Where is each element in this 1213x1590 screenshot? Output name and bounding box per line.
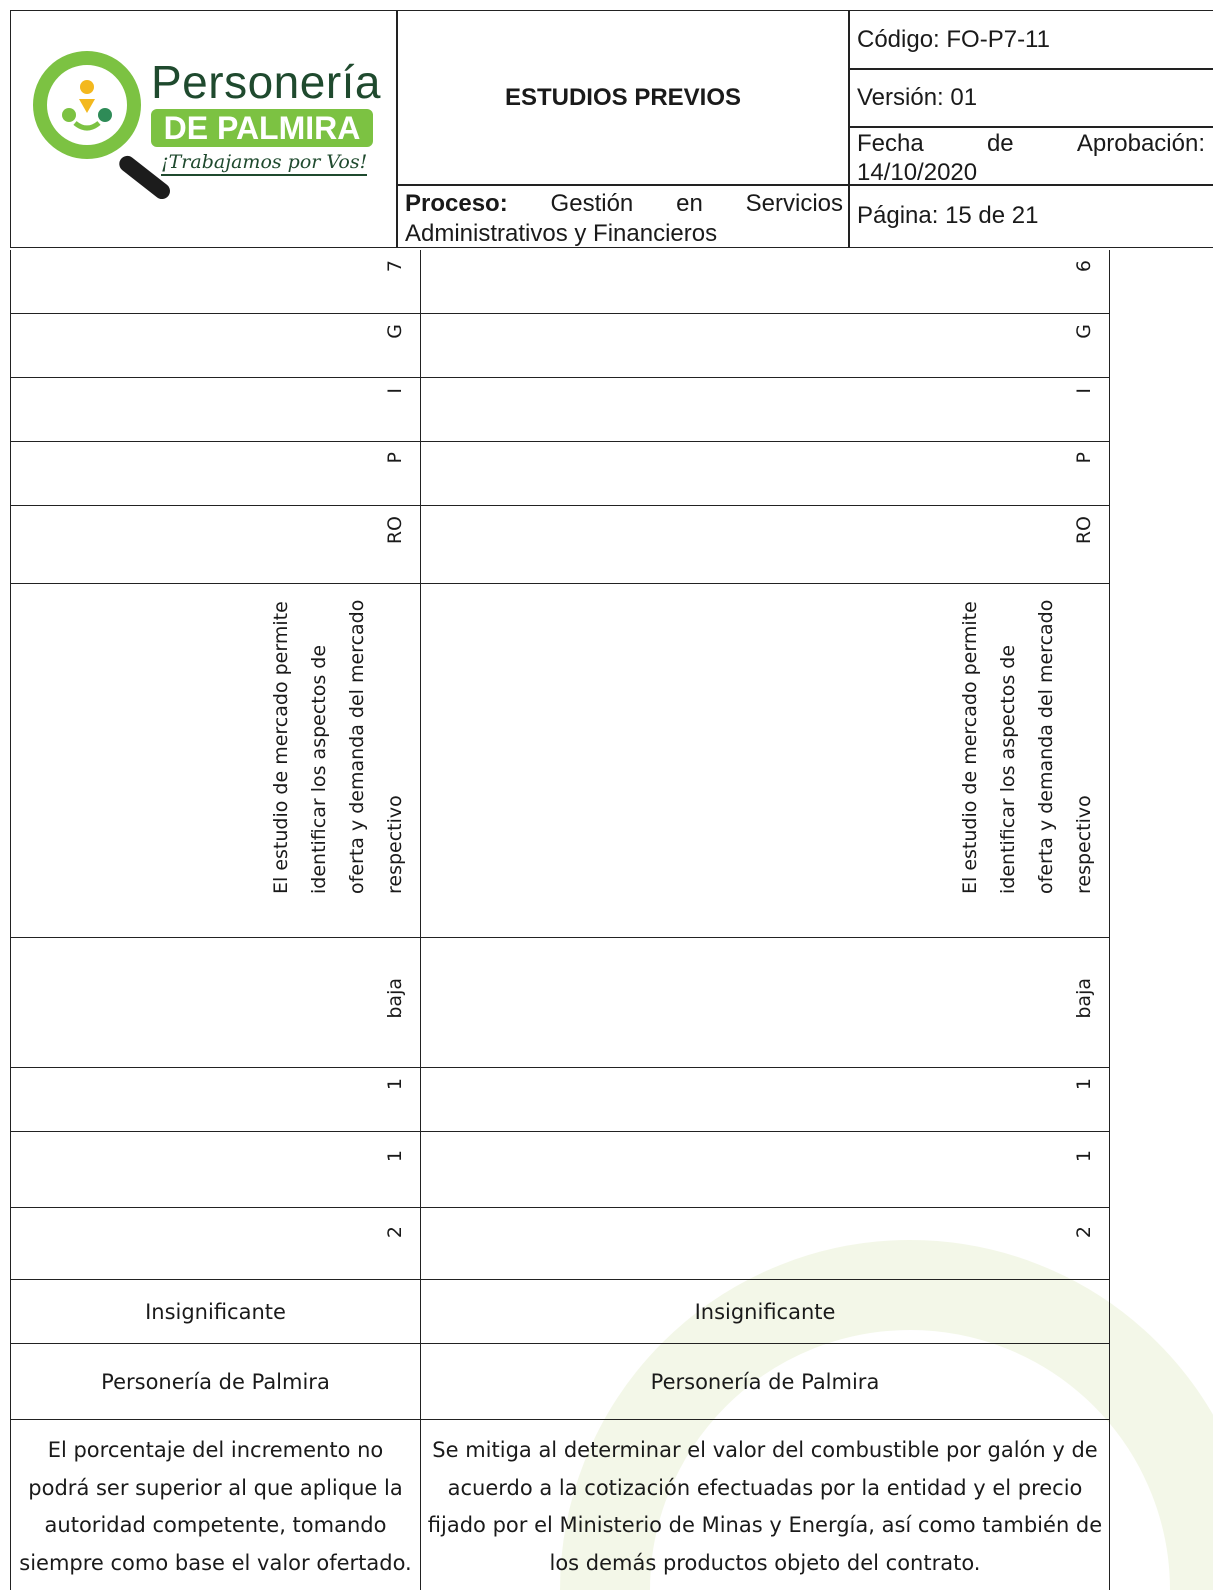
codigo-cell: [848, 10, 1213, 70]
table-row: [10, 1420, 1110, 1590]
cell-text: G: [384, 324, 406, 339]
table-row: [10, 1208, 1110, 1280]
cell-text: RO: [384, 516, 406, 545]
cell-text: P: [1073, 452, 1095, 464]
table-cell: [421, 1280, 1109, 1343]
table-cell: [421, 378, 1109, 441]
cell-text: 7: [384, 260, 406, 273]
table-cell: [11, 250, 421, 313]
table-row: [10, 314, 1110, 378]
table-cell: [11, 1344, 421, 1419]
proceso-cell: [396, 184, 850, 248]
version-cell: [848, 68, 1213, 128]
table-cell: [421, 1344, 1109, 1419]
table-cell: [11, 1132, 421, 1207]
title-cell: [396, 10, 850, 186]
cell-text: El porcentaje del incremento no podrá ser superior al que aplique la autoridad competente, tomando siempre como base el valor ofertado.: [19, 1438, 412, 1575]
cell-text: I: [384, 388, 406, 394]
cell-text: 2: [384, 1226, 406, 1239]
proceso-label: Proceso:: [405, 190, 508, 217]
table-cell: [11, 1420, 421, 1590]
cell-text: 1: [384, 1150, 406, 1163]
cell-text: baja: [1073, 978, 1095, 1019]
cell-text: 2: [1073, 1226, 1095, 1239]
table-cell: [421, 1208, 1109, 1279]
magnifier-icon: [33, 51, 141, 159]
cell-text: baja: [384, 978, 406, 1019]
table-cell: [11, 1208, 421, 1279]
cell-text: El estudio de mercado permite identificar los aspectos de oferta y demanda del mercado respectivo: [959, 599, 1095, 894]
proceso-value: Gestión en Servicios Administrativos y Financieros: [405, 190, 843, 247]
cell-text: P: [384, 452, 406, 464]
cell-text: 1: [1073, 1150, 1095, 1163]
table-cell: [11, 506, 421, 583]
pagina-cell: [848, 184, 1213, 248]
cell-text: 1: [384, 1078, 406, 1091]
table-row: [10, 1068, 1110, 1132]
table-cell: [421, 1132, 1109, 1207]
cell-text: 1: [1073, 1078, 1095, 1091]
table-row: [10, 584, 1110, 938]
fecha-word-1: Fecha: [857, 130, 924, 157]
table-cell: [11, 378, 421, 441]
logo-bar: DE PALMIRA: [151, 109, 373, 147]
cell-text: I: [1073, 388, 1095, 394]
document-title: ESTUDIOS PREVIOS: [504, 84, 742, 111]
cell-text: Se mitiga al determinar el valor del combustible por galón y de acuerdo a la cotización efectuadas por la entidad y el precio fijado por el Ministerio de Minas y Energía, así como también de los demás productos objeto del contrato.: [427, 1438, 1103, 1575]
table-row: [10, 250, 1110, 314]
version-text: Versión: 01: [857, 84, 978, 111]
table-cell: [421, 938, 1109, 1067]
table-row: [10, 1280, 1110, 1344]
table-cell: [11, 314, 421, 377]
fecha-word-3: Aprobación:: [1076, 130, 1205, 157]
cell-text: RO: [1073, 516, 1095, 545]
logo-tagline: ¡Trabajamos por Vos!: [161, 151, 367, 176]
logo-word: Personería: [151, 56, 382, 108]
table-cell: [421, 1420, 1109, 1590]
table-row: [10, 938, 1110, 1068]
table-cell: [421, 506, 1109, 583]
cell-text: 6: [1073, 260, 1095, 273]
cell-text: Personería de Palmira: [101, 1369, 330, 1394]
table-row: [10, 1132, 1110, 1208]
personeria-logo: [33, 51, 393, 201]
table-row: [10, 506, 1110, 584]
table-row: [10, 442, 1110, 506]
cell-text: Insignificante: [694, 1299, 836, 1324]
document-header: [10, 10, 1213, 248]
cell-text: Insignificante: [145, 1299, 286, 1324]
table-cell: [421, 1068, 1109, 1131]
table-row: [10, 1344, 1110, 1420]
table-cell: [11, 1068, 421, 1131]
table-cell: [11, 442, 421, 505]
logo-cell: [10, 10, 398, 248]
cell-text: El estudio de mercado permite identificar los aspectos de oferta y demanda del mercado respectivo: [270, 599, 406, 894]
table-cell: [421, 250, 1109, 313]
table-cell: [11, 584, 421, 937]
pagina-text: Página: 15 de 21: [857, 202, 1039, 229]
table-cell: [421, 314, 1109, 377]
fecha-word-2: de: [986, 130, 1014, 157]
cell-text: Personería de Palmira: [650, 1369, 880, 1394]
table-cell: [11, 938, 421, 1067]
table-cell: [421, 442, 1109, 505]
cell-text: G: [1073, 324, 1095, 339]
table-cell: [421, 584, 1109, 937]
table-cell: [11, 1280, 421, 1343]
fecha-cell: [848, 126, 1213, 186]
fecha-date: 14/10/2020: [857, 159, 978, 186]
codigo-text: Código: FO-P7-11: [857, 26, 1050, 53]
table-row: [10, 378, 1110, 442]
